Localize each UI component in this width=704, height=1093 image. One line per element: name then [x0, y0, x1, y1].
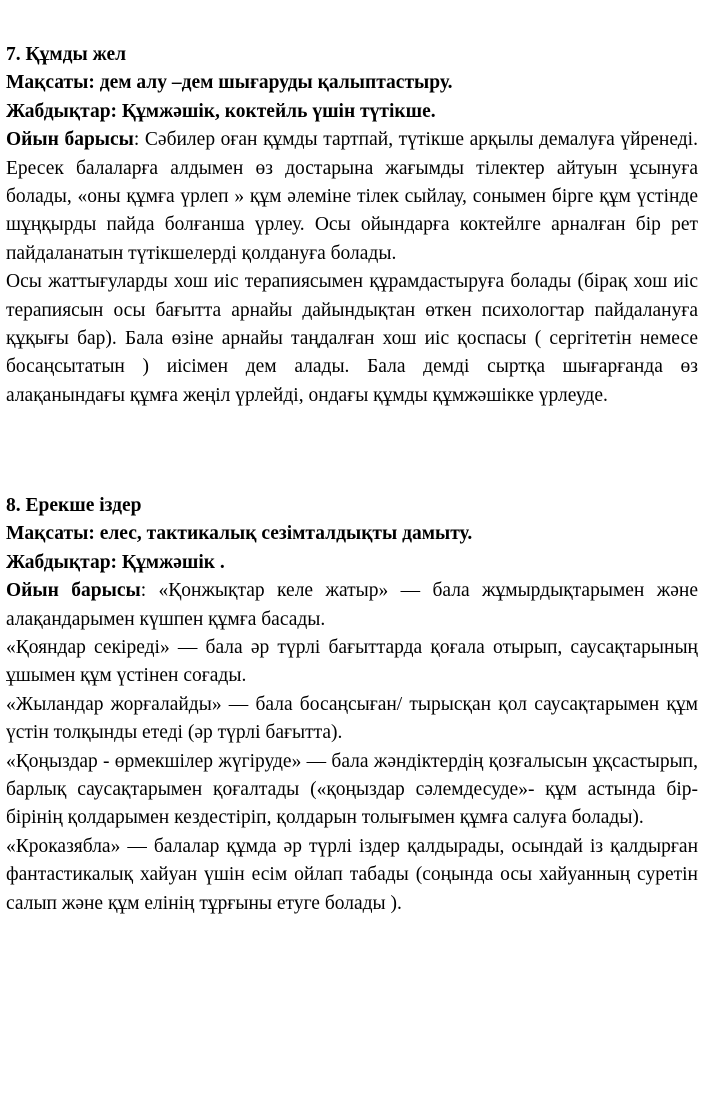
- process-label: Ойын барысы: [6, 580, 141, 602]
- equipment-text: Құмжәшік, коктейль үшін түтікше.: [117, 100, 436, 122]
- process-paragraph: [6, 577, 698, 634]
- goal-line: [6, 520, 698, 548]
- section-heading: 8. Ерекше іздер: [6, 495, 142, 516]
- goal-text: дем алу –дем шығаруды қалыптастыру.: [94, 72, 453, 94]
- item-krokazyabla: «Кроказябла» — балалар құмда әр түрлі іздер қалдырады, осындай із қалдырған фантастикалық хайуан үшін есім ойлап табады (соңында осы хайуанның суретін салып және құм елінің тұрғыны етуге болады ).: [6, 835, 698, 914]
- process-paragraph: [6, 126, 698, 268]
- section-sand-wind: [6, 41, 698, 410]
- equipment-line: [6, 549, 698, 577]
- equipment-line: [6, 98, 698, 126]
- goal-label: Мақсаты:: [6, 72, 95, 94]
- section-special-traces: [6, 492, 698, 918]
- extra-paragraph: Осы жаттығуларды хош иіс терапиясымен құрамдастыруға болады (бірақ хош иіс терапиясын осы бағытта арнайы дайындықтан өткен психологтар пайдалануға құқығы бар). Бала өзіне арнайы таңдалған хош иіс қоспасы ( сергітетін немесе босаңсытатын ) иісімен дем алады. Бала демді сыртқа шығарғанда өз алақанындағы құмға жеңіл үрлейді, ондағы құмды құмжәшікке үрлеуде.: [6, 271, 698, 406]
- equipment-text: Құмжәшік .: [117, 551, 225, 573]
- equipment-label: Жабдықтар:: [6, 100, 118, 122]
- equipment-label: Жабдықтар:: [6, 551, 118, 573]
- goal-label: Мақсаты:: [6, 523, 95, 545]
- process-label: Ойын барысы: [6, 129, 134, 151]
- item-beetles: «Қоңыздар - өрмекшілер жүгіруде» — бала жәндіктердің қозғалысын ұқсастырып, барлық саусақтарымен қоғалтады («қоңыздар сәлемдесуде»- құм астында бір-бірінің қолдарымен кездестіріп, қолдарын толығымен құмға салуға болады).: [6, 750, 698, 829]
- goal-text: елес, тактикалық сезімталдықты дамыту.: [94, 523, 473, 545]
- item-rabbits: «Қояндар секіреді» — бала әр түрлі бағыттарда қоғала отырып, саусақтарының ұшымен құм үстінен соғады.: [6, 637, 698, 687]
- process-text: : Сәбилер оған құмды тартпай, түтікше арқылы демалуға үйренеді. Ересек балаларға алдымен өз достарына жағымды тілектер айтуын ұсынуға болады, «оны құмға үрлеп » құм әлеміне тілек сыйлау, сонымен бірге құм үстінде шұңқырды пайда болғанша үрлеу. Осы ойындарға коктейлге арналған бір рет пайдаланатын түтікшелерді қолдануға болады.: [6, 129, 698, 264]
- process-text: : «Қонжықтар келе жатыр» — бала жұмырдықтарымен және алақандарымен күшпен құмға басады.: [6, 580, 698, 630]
- goal-line: [6, 69, 698, 97]
- section-heading: 7. Құмды жел: [6, 44, 127, 65]
- item-snakes: «Жыландар жорғалайды» — бала босаңсыған/ тырысқан қол саусақтарымен құм үстін толқынды етеді (әр түрлі бағытта).: [6, 693, 698, 744]
